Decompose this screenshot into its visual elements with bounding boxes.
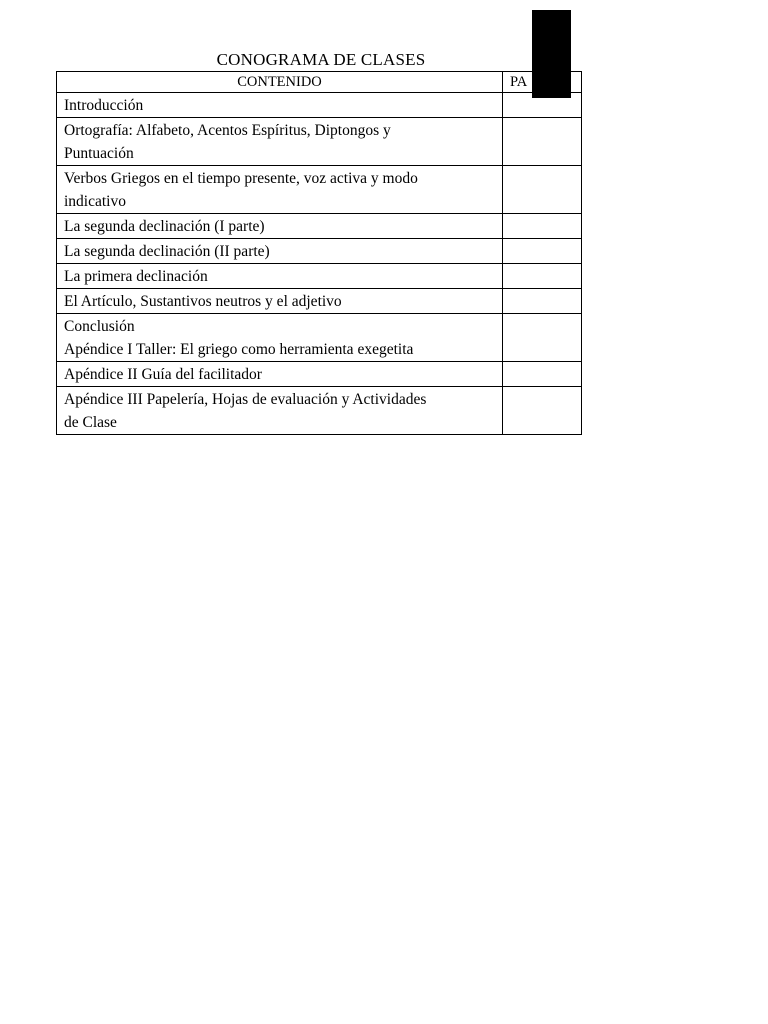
redaction-block — [532, 10, 571, 98]
content-cell — [57, 214, 503, 239]
column-header-page: PA — [503, 72, 582, 93]
content-line: La primera declinación — [64, 268, 208, 285]
document-title: CONOGRAMA DE CLASES — [216, 50, 426, 69]
page-cell — [503, 362, 582, 387]
page-cell — [503, 387, 582, 435]
content-cell — [57, 362, 503, 387]
table-row — [57, 93, 582, 118]
content-line: Apéndice I Taller: El griego como herramienta exegetita — [64, 341, 414, 358]
content-cell — [57, 314, 503, 362]
content-line: La segunda declinación (I parte) — [64, 218, 265, 235]
table-row — [57, 387, 582, 435]
content-cell — [57, 239, 503, 264]
table-row — [57, 118, 582, 166]
content-line: indicativo — [64, 193, 126, 210]
page-cell — [503, 314, 582, 362]
table-row — [57, 214, 582, 239]
table-row — [57, 264, 582, 289]
table-row — [57, 289, 582, 314]
page-cell — [503, 289, 582, 314]
page-cell — [503, 118, 582, 166]
table-header-row — [57, 72, 582, 93]
page-cell — [503, 166, 582, 214]
content-cell — [57, 387, 503, 435]
page-cell — [503, 264, 582, 289]
table-row — [57, 314, 582, 362]
content-line: Apéndice II Guía del facilitador — [64, 366, 262, 383]
content-cell — [57, 118, 503, 166]
content-line: de Clase — [64, 414, 117, 431]
content-line: Puntuación — [64, 145, 134, 162]
content-line: Conclusión — [64, 318, 135, 335]
content-line: Apéndice III Papelería, Hojas de evaluación y Actividades — [64, 391, 427, 408]
column-header-content: CONTENIDO — [57, 72, 503, 93]
content-cell — [57, 289, 503, 314]
content-line: Ortografía: Alfabeto, Acentos Espíritus, Diptongos y — [64, 122, 391, 139]
content-cell — [57, 166, 503, 214]
content-cell — [57, 264, 503, 289]
table-row — [57, 362, 582, 387]
content-line: La segunda declinación (II parte) — [64, 243, 270, 260]
content-line: Verbos Griegos en el tiempo presente, voz activa y modo — [64, 170, 418, 187]
content-line: El Artículo, Sustantivos neutros y el adjetivo — [64, 293, 342, 310]
table-row — [57, 239, 582, 264]
schedule-table — [56, 71, 582, 435]
content-cell — [57, 93, 503, 118]
table-row — [57, 166, 582, 214]
page-cell — [503, 214, 582, 239]
content-line: Introducción — [64, 97, 144, 114]
page-cell — [503, 239, 582, 264]
